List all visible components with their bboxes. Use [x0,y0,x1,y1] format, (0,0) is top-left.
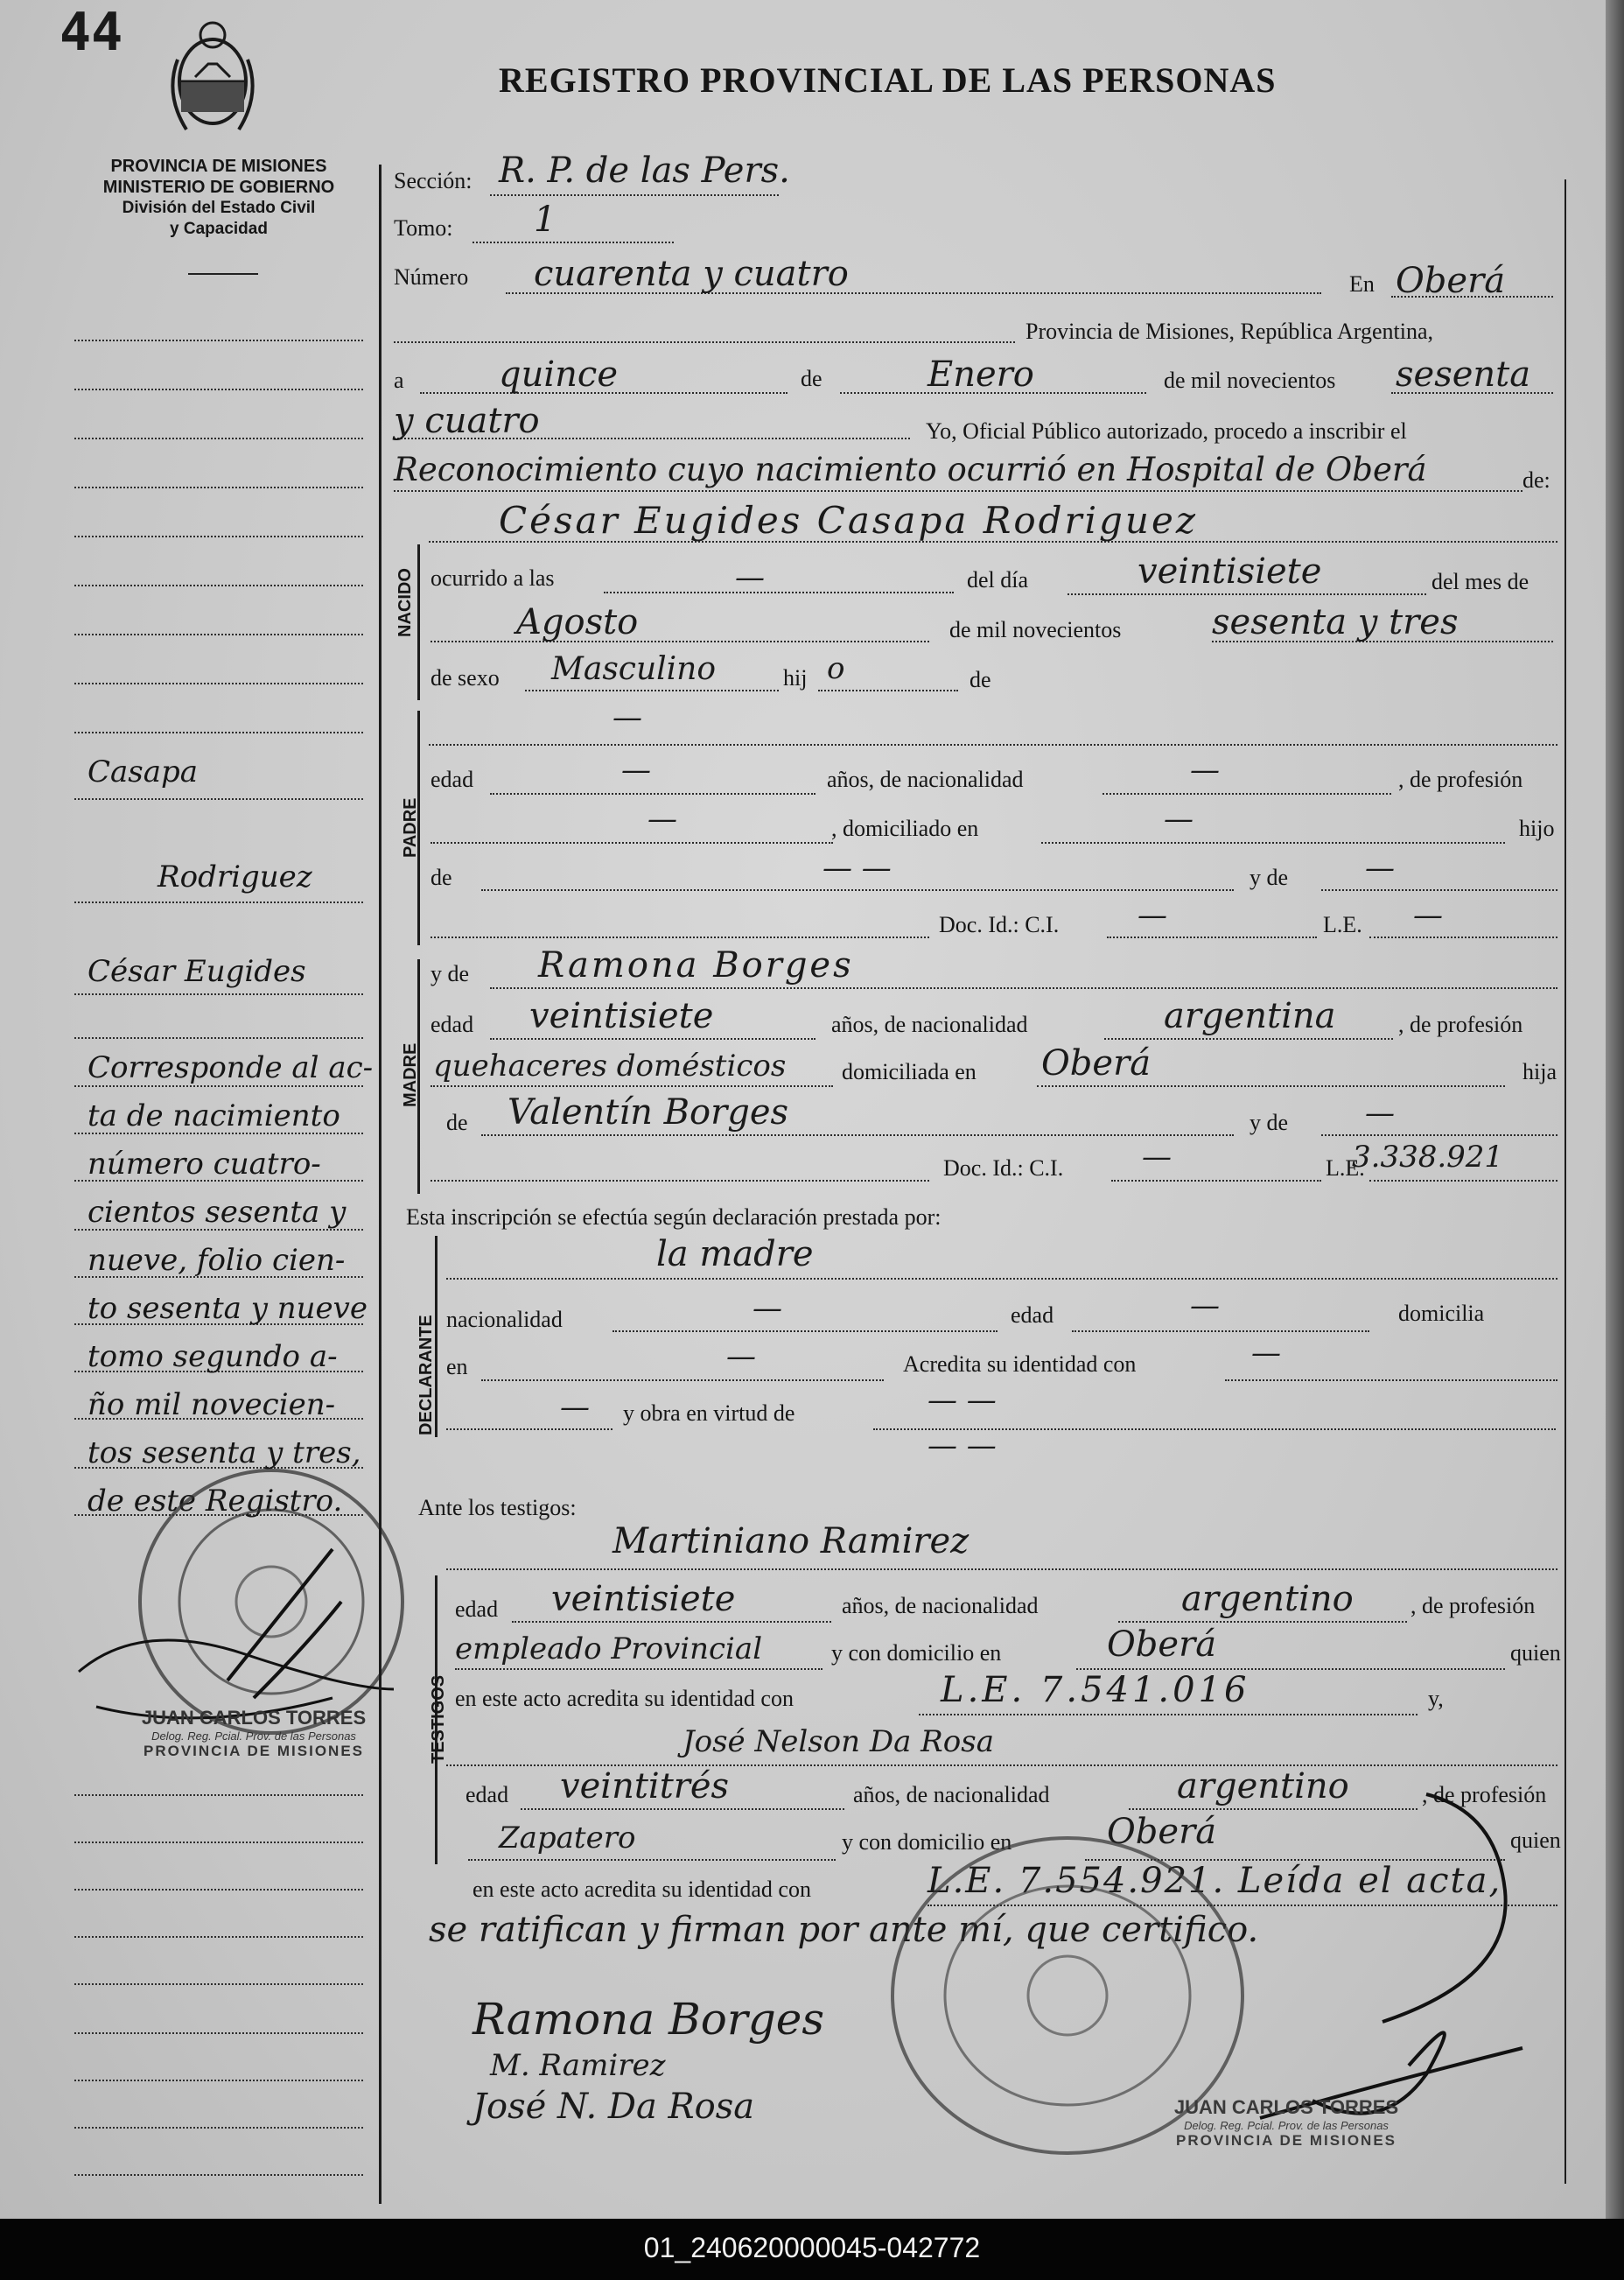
madre-profesion-label: , de profesión [1398,1012,1523,1037]
padre-nac-label: años, de nacionalidad [827,767,1024,792]
declarante-obra-value-dash: — — [928,1383,997,1418]
margin-note-line: to sesenta y nueve [88,1291,368,1326]
hora-value: — [735,560,765,595]
stamp-right-province: PROVINCIA DE MISIONES [1175,2132,1396,2149]
testigo2-doc-value: L.E. 7.554.921. Leída el acta, [928,1861,1502,1901]
nac-dia-value: veintisiete [1138,551,1322,592]
declarante-obra-label: y obra en virtud de [623,1400,795,1426]
declarante-en-dash: — [726,1339,756,1374]
madre-nac-value: argentina [1164,996,1336,1036]
tipo-inscripcion-value: Reconocimiento cuyo nacimiento ocurrió en Hospital de Oberá [394,451,1427,488]
stamp-right-name: JUAN CARLOS TORRES [1173,2096,1399,2118]
madre-y-de-label: y de [430,961,470,986]
padre-yde-dash: — [1365,851,1395,886]
yo-oficial-label: Yo, Oficial Público autorizado, procedo a inscribir el [926,418,1407,444]
margin-note-line: cientos sesenta y [88,1195,346,1230]
file-id: 01_240620000045-042772 [643,2232,981,2263]
margin-note-line: de este Registro. [88,1484,343,1519]
org-line-ministry: MINISTERIO DE GOBIERNO [102,178,335,197]
a-label: a [394,368,404,393]
anio-value-2: y cuatro [394,401,540,441]
testigo1-quien-label: quien [1510,1640,1561,1666]
testigo2-nombre-value: José Nelson Da Rosa [682,1724,994,1759]
padre-edad-dash: — [621,753,651,788]
madre-nombre-value: Ramona Borges [538,945,854,986]
madre-y-de-2-label: y de [1250,1110,1289,1135]
de-label: de [801,366,822,391]
stamp-right [1138,2096,1435,2150]
madre-domicilio-label: domiciliada en [842,1059,976,1084]
lugar-value: Oberá [1396,261,1506,301]
margin-surname-2: Rodriguez [158,859,312,894]
declarante-nac-dash: — [752,1291,782,1326]
padre-de-dash: — — [822,851,892,886]
seccion-label: Sección: [394,168,472,193]
padre-nac-dash: — [1190,753,1220,788]
padre-doc-label: Doc. Id.: C.I. [939,912,1060,937]
declarante-edad-label: edad [1011,1302,1054,1328]
section-title-madre: MADRE [401,1042,420,1107]
madre-hija-label: hija [1522,1059,1557,1084]
testigo1-acredita-label: en este acto acredita su identidad con [455,1686,794,1711]
section-title-testigos: TESTIGOS [429,1674,448,1764]
testigo2-profesion-label: , de profesión [1422,1782,1547,1807]
madre-hija-de-value: Valentín Borges [508,1092,789,1133]
section-title-padre: PADRE [401,797,420,858]
testigo1-nac-value: argentino [1181,1579,1354,1619]
margin-note-line: nueve, folio cien- [88,1243,346,1278]
padre-le-label: L.E. [1323,912,1362,937]
stamp-province: PROVINCIA DE MISIONES [143,1743,364,1759]
margin-note-line: ta de nacimiento [88,1098,340,1133]
de-2-label: de [970,667,991,692]
nombre-nacido-value: César Eugides Casapa Rodriguez [499,499,1198,542]
cierre-value: se ratifican y firman por ante mí, que certifico. [429,1910,1259,1950]
padre-nombre-dash: — [612,700,642,735]
madre-ci-dash: — [1142,1140,1172,1175]
margin-given-names: César Eugides [88,954,306,989]
testigo2-dom-value: Oberá [1107,1812,1217,1852]
stamp-left [118,1707,389,1760]
sexo-label: de sexo [430,665,500,691]
hij-suffix-value: o [827,651,845,686]
declarante-acredita-dash: — [1251,1336,1281,1371]
section-title-declarante: DECLARANTE [416,1315,436,1435]
del-mes-label: del mes de [1432,569,1530,594]
hij-label: hij [783,665,808,691]
stamp-name: JUAN CARLOS TORRES [141,1707,367,1729]
declarante-domicilia-label: domicilia [1398,1301,1485,1326]
dia-value: quince [499,354,618,395]
margin-note-line: tomo segundo a- [88,1339,338,1374]
testigo2-edad-label: edad [466,1782,509,1807]
en-label: En [1349,271,1375,297]
org-line-province: PROVINCIA DE MISIONES [110,157,327,176]
testigo2-edad-value: veintitrés [560,1766,730,1806]
testigo1-nac-label: años, de nacionalidad [842,1593,1039,1618]
testigo1-edad-value: veintisiete [551,1579,736,1619]
testigo1-domicilio-label: y con domicilio en [831,1640,1002,1666]
form-border-right [1564,179,1566,2184]
testigo2-quien-label: quien [1510,1828,1561,1853]
declarante-nac-label: nacionalidad [446,1307,563,1332]
del-dia-label: del día [967,567,1029,593]
madre-doc-label: Doc. Id.: C.I. [943,1155,1064,1181]
coat-of-arms-emblem [160,16,265,147]
sexo-value: Masculino [551,651,717,687]
padre-profesion-label: , de profesión [1398,767,1523,792]
padre-dom-dash: — [1164,802,1194,837]
padre-domicilio-label: , domiciliado en [831,816,979,841]
provincia-label: Provincia de Misiones, República Argentina, [1026,319,1433,344]
padre-prof-dash: — [648,802,677,837]
tomo-value: 1 [534,200,556,240]
signature-mother: Ramona Borges [472,1994,825,2045]
testigo1-nombre-value: Martiniano Ramirez [612,1521,970,1561]
nac-mes-value: Agosto [516,602,639,642]
madre-le-label: L.E. [1326,1155,1365,1181]
testigo1-y-label: y, [1428,1686,1444,1711]
registrar-signature-right [1208,1785,1558,2136]
tomo-label: Tomo: [394,215,453,241]
numero-label: Número [394,264,469,290]
testigo2-domicilio-label: y con domicilio en [842,1829,1012,1855]
margin-surname-1: Casapa [88,754,199,789]
madre-nac-label: años, de nacionalidad [831,1012,1028,1037]
padre-edad-label: edad [430,767,474,792]
anio-value-1: sesenta [1396,354,1531,395]
ocurrido-label: ocurrido a las [430,565,555,591]
seccion-value: R. P. de las Pers. [499,151,790,191]
nac-anio-value: sesenta y tres [1212,602,1459,642]
padre-y-de-label: y de [1250,865,1289,890]
nacido-bracket [417,544,420,700]
declarante-acredita-label: Acredita su identidad con [903,1351,1137,1377]
testigos-label: Ante los testigos: [418,1495,577,1520]
testigo1-edad-label: edad [455,1596,499,1622]
declarante-edad-dash: — [1190,1288,1220,1323]
madre-edad-label: edad [430,1012,474,1037]
mes-value: Enero [928,354,1034,395]
signature-witness-1: M. Ramirez [490,2048,666,2083]
org-header [70,156,368,240]
testigo2-acredita-label: en este acto acredita su identidad con [472,1877,811,1902]
testigo1-prof-value: empleado Provincial [455,1631,763,1666]
declarante-extra-dash: — — [928,1428,997,1463]
org-line-capacity: y Capacidad [170,220,268,238]
page-edge [1606,0,1624,2219]
madre-prof-value: quehaceres domésticos [433,1049,787,1084]
margin-note-line: número cuatro- [88,1147,321,1182]
stamp-right-role: Delog. Reg. Pcial. Prov. de las Personas [1184,2119,1389,2132]
page-title: REGISTRO PROVINCIAL DE LAS PERSONAS [499,60,1277,100]
stamp-role: Delog. Reg. Pcial. Prov. de las Personas [151,1729,356,1743]
declarante-obra-dash: — [560,1390,590,1425]
testigo1-doc-value: L.E. 7.541.016 [941,1670,1250,1710]
de-mil-2-label: de mil novecientos [949,617,1122,642]
testigo2-nac-label: años, de nacionalidad [853,1782,1050,1807]
testigo1-dom-value: Oberá [1107,1624,1217,1665]
inscripcion-label: Esta inscripción se efectúa según declaración prestada por: [406,1204,942,1230]
testigo2-prof-value: Zapatero [499,1820,636,1856]
padre-ci-dash: — [1138,898,1167,933]
madre-le-value: 3.338.921 [1352,1140,1504,1175]
de-colon-label: de: [1522,467,1550,493]
madre-edad-value: veintisiete [529,996,714,1036]
signature-witness-2: José N. Da Rosa [472,2087,755,2127]
madre-de-label: de [446,1110,468,1135]
numero-value: cuarenta y cuatro [534,254,849,294]
margin-note-line: ño mil novecien- [88,1387,336,1422]
padre-hijo-label: hijo [1519,816,1555,841]
padre-le-dash: — [1413,898,1443,933]
declarante-value: la madre [656,1234,814,1274]
declarante-en-label: en [446,1354,468,1379]
padre-de-label: de [430,865,452,890]
madre-yde-dash: — [1365,1096,1395,1131]
org-line-division: División del Estado Civil [122,199,316,217]
section-title-nacido: NACIDO [396,568,415,637]
org-underline [188,273,258,275]
margin-note-line: Corresponde al ac- [88,1050,374,1085]
de-mil-label: de mil novecientos [1164,368,1336,393]
form-border-left [379,165,382,2204]
testigo1-profesion-label: , de profesión [1410,1593,1536,1618]
page-number: 44 [60,2,123,63]
testigo2-nac-value: argentino [1177,1766,1349,1806]
margin-note-line: tos sesenta y tres, [88,1435,361,1470]
madre-dom-value: Oberá [1041,1043,1152,1084]
